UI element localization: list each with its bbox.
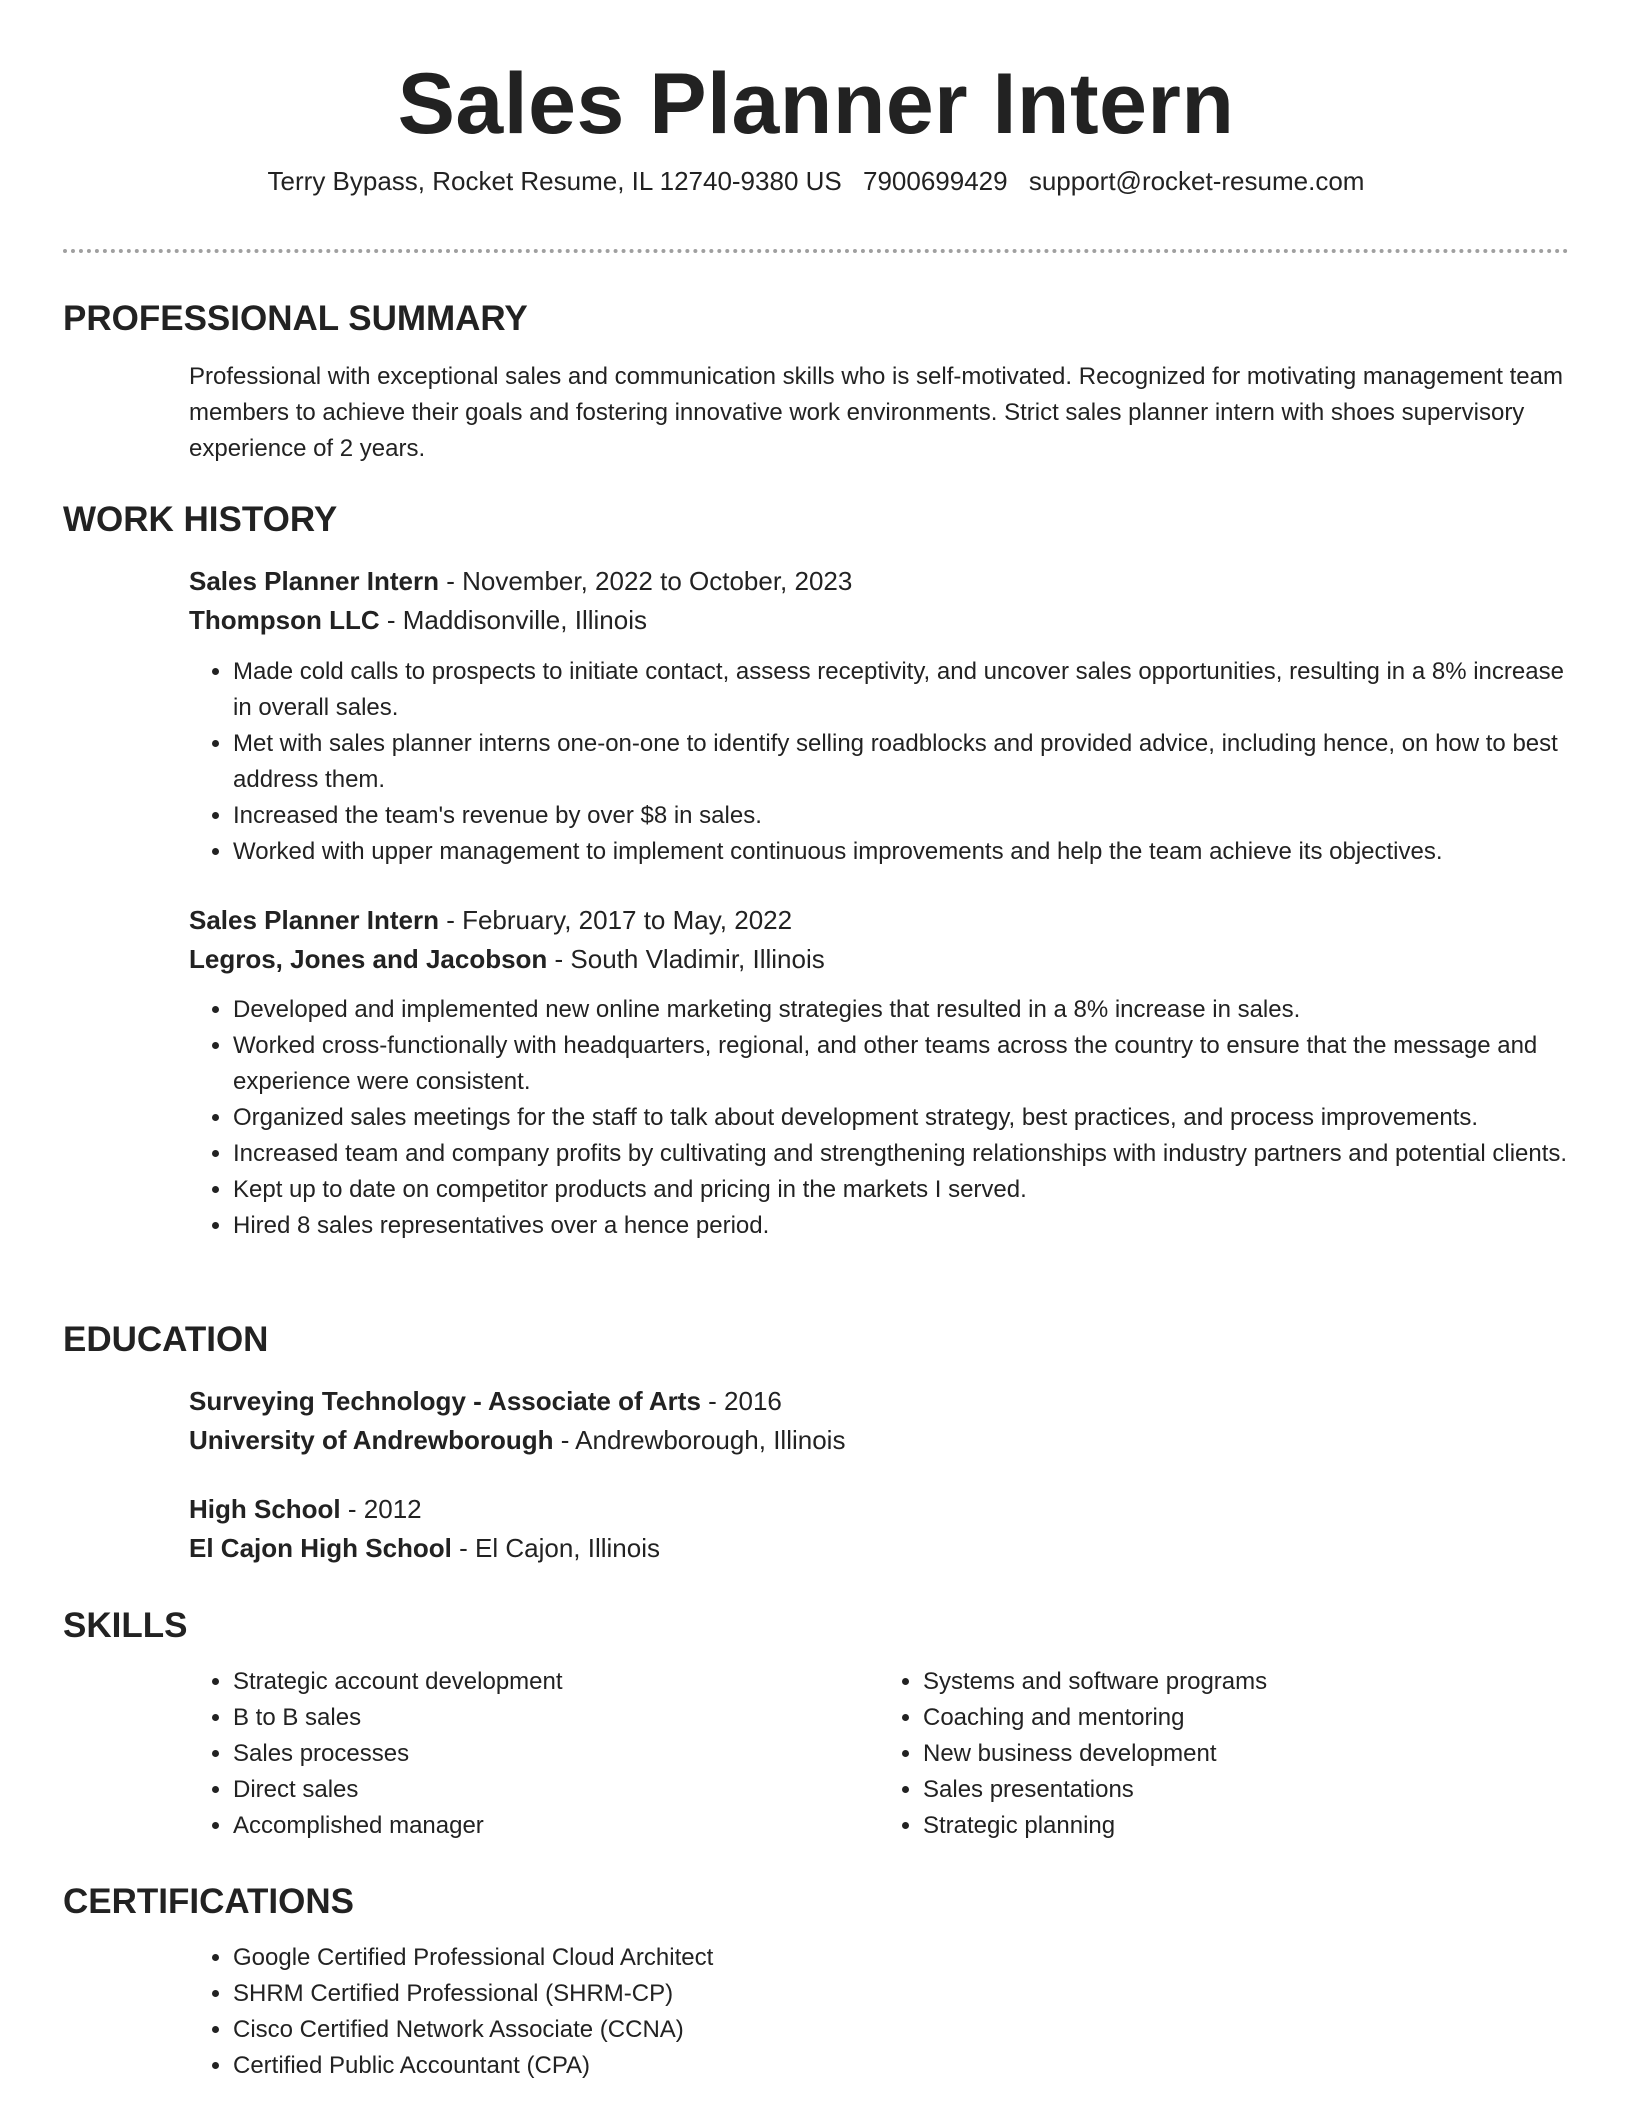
certifications-title: CERTIFICATIONS [63,1882,355,1921]
certifications-list [189,1940,1569,2084]
job-bullets [189,654,1569,870]
skills-columns [189,1664,1569,1844]
skill-item: • Coaching and mentoring [923,1700,1569,1736]
job-role: Sales Planner Intern [189,566,439,596]
job-company: Legros, Jones and Jacobson [189,944,548,974]
education-year: - 2016 [700,1386,782,1416]
skills-list-right [879,1664,1569,1844]
work-title: WORK HISTORY [63,500,338,539]
summary-text: Professional with exceptional sales and communication skills who is self-motivated. Recognized for motivating management team members to achieve their goals and fostering innovative work environments. Strict sales planner intern with shoes supervisory experience of 2 years. [189,363,1563,462]
certification-item: • Google Certified Professional Cloud Architect [233,1940,1569,1976]
education-location: - El Cajon, Illinois [451,1533,660,1563]
job-location: - Maddisonville, Illinois [379,605,647,635]
job-bullet: • Worked with upper management to implement continuous improvements and help the team achieve its objectives. [233,834,1569,870]
work-section [63,498,1569,1244]
job-bullets [189,992,1569,1244]
education-degree: Surveying Technology - Associate of Arts [189,1386,701,1416]
job-bullet: • Kept up to date on competitor products and pricing in the markets I served. [233,1172,1569,1208]
education-title: EDUCATION [63,1320,269,1359]
header-divider [63,249,1569,253]
job-bullet: • Developed and implemented new online marketing strategies that resulted in a 8% increase in sales. [233,992,1569,1028]
job-bullet: • Increased the team's revenue by over $8 in sales. [233,798,1569,834]
summary-title: PROFESSIONAL SUMMARY [63,299,528,338]
job-bullet: • Met with sales planner interns one-on-one to identify selling roadblocks and provided advice, including hence, on how to best address them. [233,726,1569,798]
job-entry [189,562,1569,870]
job-bullet: • Made cold calls to prospects to initiate contact, assess receptivity, and uncover sales opportunities, resulting in a 8% increase in overall sales. [233,654,1569,726]
job-entry [189,901,1569,1244]
certification-item: • Cisco Certified Network Associate (CCNA) [233,2012,1569,2048]
skill-item: • Accomplished manager [233,1808,879,1844]
skill-item: • Sales presentations [923,1772,1569,1808]
skill-item: • Strategic planning [923,1808,1569,1844]
education-degree-line [189,1490,1569,1529]
certification-item: • Certified Public Accountant (CPA) [233,2048,1569,2084]
job-dates: - November, 2022 to October, 2023 [438,566,853,596]
candidate-name: Sales Planner Intern [397,56,1235,152]
education-entry [189,1490,1569,1568]
contact-email: support@rocket-resume.com [1028,166,1365,196]
job-bullet: • Hired 8 sales representatives over a hence period. [233,1208,1569,1244]
skill-item: • B to B sales [233,1700,879,1736]
education-school: El Cajon High School [189,1533,452,1563]
job-bullet: • Increased team and company profits by cultivating and strengthening relationships with industry partners and potential clients. [233,1136,1569,1172]
education-school-line [189,1421,1569,1460]
skills-title: SKILLS [63,1606,188,1645]
job-bullet: • Worked cross-functionally with headquarters, regional, and other teams across the country to ensure that the message and experience were consistent. [233,1028,1569,1100]
job-location: - South Vladimir, Illinois [547,944,825,974]
job-role: Sales Planner Intern [189,905,439,935]
summary-section [63,297,1569,467]
education-year: - 2012 [340,1494,422,1524]
skill-item: • Strategic account development [233,1664,879,1700]
education-location: - Andrewborough, Illinois [553,1425,846,1455]
education-section [63,1318,1569,1568]
job-company-line [189,940,1569,979]
education-school: University of Andrewborough [189,1425,554,1455]
certification-item: • SHRM Certified Professional (SHRM-CP) [233,1976,1569,2012]
certifications-section [63,1880,1569,2084]
skill-item: • Sales processes [233,1736,879,1772]
education-entry [189,1382,1569,1460]
skill-item: • New business development [923,1736,1569,1772]
skills-section [63,1604,1569,1844]
contact-line [63,164,1569,198]
education-degree: High School [189,1494,341,1524]
contact-phone: 7900699429 [862,166,1008,196]
job-title-line [189,562,1569,601]
job-bullet: • Organized sales meetings for the staff to talk about development strategy, best practices, and process improvements. [233,1100,1569,1136]
contact-address: Terry Bypass, Rocket Resume, IL 12740-9380 US [267,166,842,196]
job-company: Thompson LLC [189,605,380,635]
job-company-line [189,601,1569,640]
job-title-line [189,901,1569,940]
education-school-line [189,1529,1569,1568]
skills-list-left [189,1664,879,1844]
skill-item: • Systems and software programs [923,1664,1569,1700]
education-degree-line [189,1382,1569,1421]
job-dates: - February, 2017 to May, 2022 [438,905,793,935]
skill-item: • Direct sales [233,1772,879,1808]
